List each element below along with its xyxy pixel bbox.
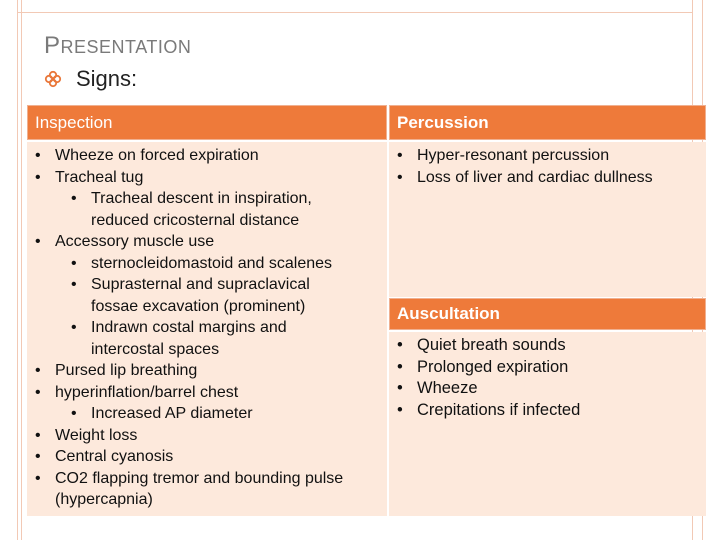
- auscultation-list-item: • Prolonged expiration: [389, 357, 706, 379]
- inspection-list-item: • Central cyanosis: [27, 446, 387, 468]
- auscultation-cell: [389, 332, 706, 516]
- percussion-cell: [389, 142, 706, 297]
- percussion-header: Percussion: [389, 105, 706, 140]
- inspection-list-item: • Suprasternal and supraclavical: [27, 274, 387, 296]
- inspection-list-item: • Accessory muscle use: [27, 231, 387, 253]
- auscultation-list-item: • Crepitations if infected: [389, 400, 706, 422]
- inspection-header: Inspection: [27, 105, 387, 140]
- inspection-list-item: • Indrawn costal margins and: [27, 317, 387, 339]
- inspection-list-item: reduced cricosternal distance: [91, 211, 300, 229]
- frame-left-line: [17, 0, 18, 540]
- inspection-list-item: • sternocleidomastoid and scalenes: [27, 253, 387, 275]
- inspection-list-item: • Pursed lip breathing: [27, 360, 387, 382]
- inspection-list-item: • hyperinflation/barrel chest: [27, 382, 387, 404]
- subtitle-row: [44, 66, 137, 92]
- subtitle-text: Signs:: [76, 66, 138, 91]
- percussion-list: [389, 145, 706, 188]
- inspection-list-item: fossae excavation (prominent): [91, 297, 306, 315]
- auscultation-list-item: • Quiet breath sounds: [389, 335, 706, 357]
- inspection-list-item: intercostal spaces: [91, 340, 220, 358]
- frame-top-line: [17, 12, 693, 13]
- auscultation-list-item: • Wheeze: [389, 378, 706, 400]
- slide-title: PRESENTATION: [44, 32, 192, 59]
- inspection-list-item: • Increased AP diameter: [27, 403, 387, 425]
- inspection-list: [27, 145, 387, 511]
- inspection-cell: [27, 142, 387, 516]
- inspection-list-item: • CO2 flapping tremor and bounding pulse: [27, 468, 387, 490]
- flower-bullet-icon: [44, 70, 62, 88]
- auscultation-header: Auscultation: [389, 298, 706, 330]
- auscultation-list: [389, 335, 706, 421]
- frame-left-line-inner: [21, 0, 22, 540]
- inspection-list-item: • Tracheal tug: [27, 167, 387, 189]
- percussion-list-item: • Hyper-resonant percussion: [389, 145, 706, 167]
- inspection-list-item: • Wheeze on forced expiration: [27, 145, 387, 167]
- inspection-list-item: • Tracheal descent in inspiration,: [27, 188, 387, 210]
- percussion-list-item: • Loss of liver and cardiac dullness: [389, 167, 706, 189]
- inspection-list-item: • Weight loss: [27, 425, 387, 447]
- inspection-list-item: (hypercapnia): [55, 491, 153, 508]
